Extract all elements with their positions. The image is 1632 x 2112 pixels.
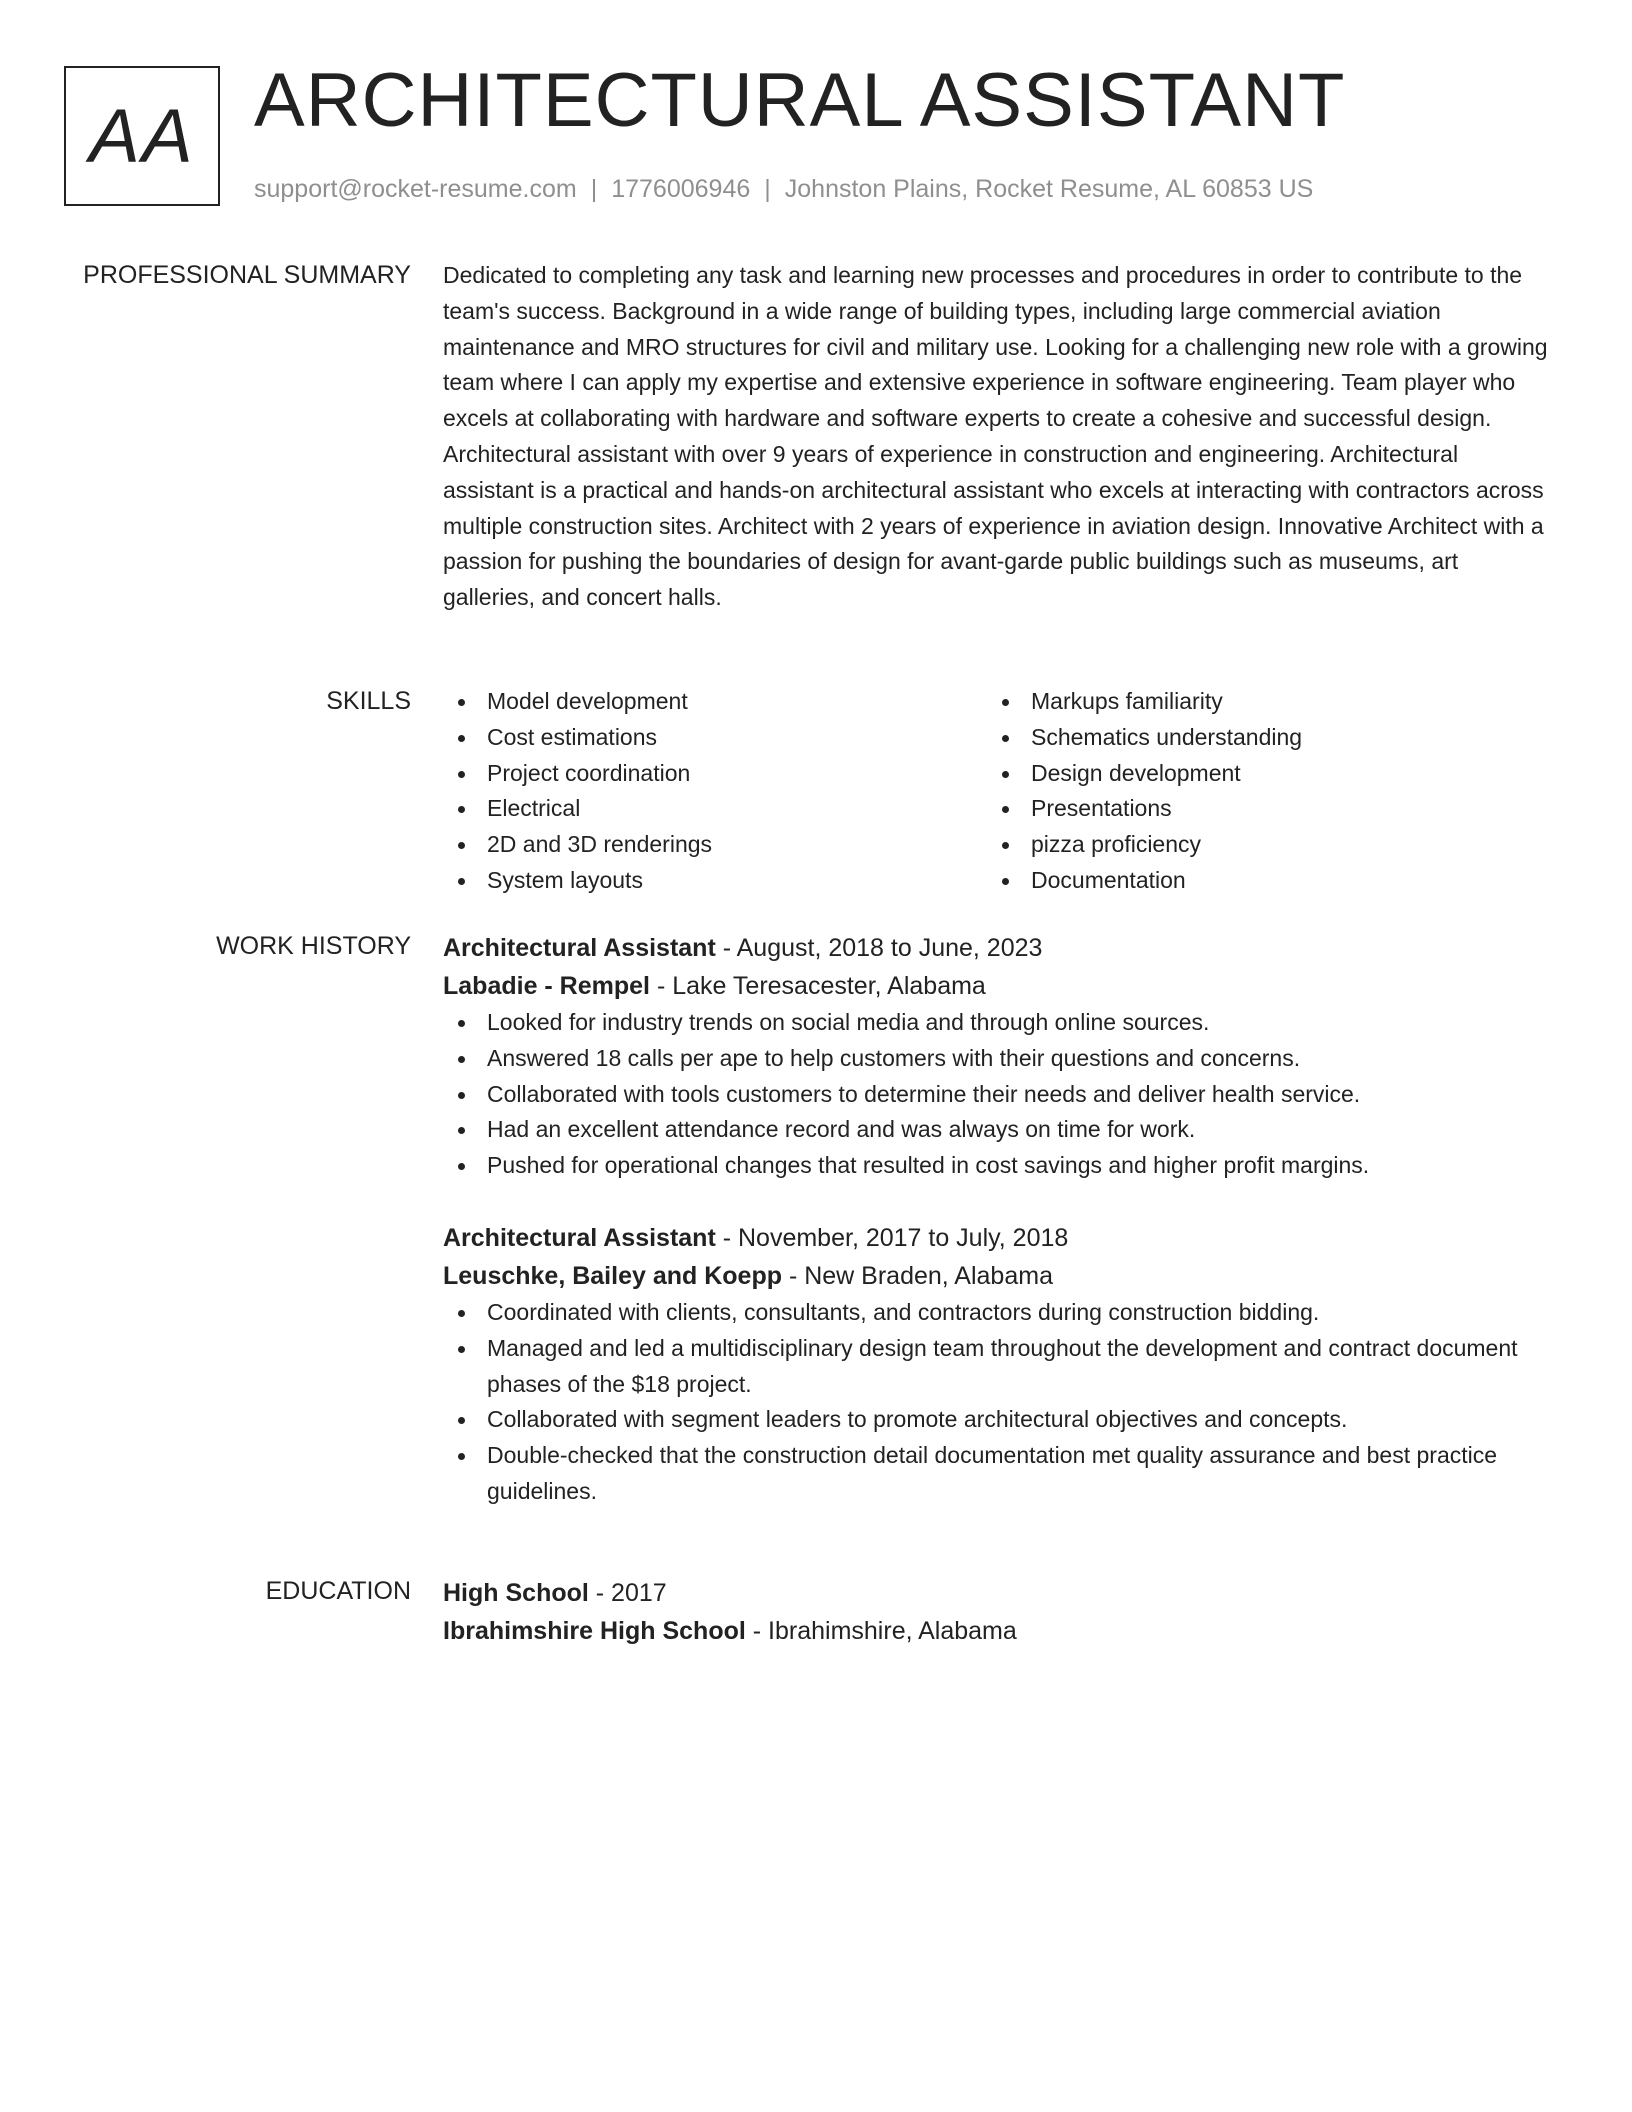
education-year: - 2017: [588, 1579, 667, 1607]
education-location: - Ibrahimshire, Alabama: [745, 1617, 1017, 1645]
job-entry: [443, 929, 1555, 1184]
work-history-body: [443, 929, 1555, 1510]
skill-item: Project coordination: [443, 756, 987, 792]
contact-separator: |: [764, 175, 771, 203]
job-dates: - November, 2017 to July, 2018: [715, 1223, 1069, 1252]
skill-item: Documentation: [987, 863, 1531, 899]
job-bullet: Answered 18 calls per ape to help customers with their questions and concerns.: [443, 1041, 1555, 1077]
job-title-line: [443, 929, 1555, 967]
job-bullet: Managed and led a multidisciplinary design team throughout the development and contract document phases of the $18 project.: [443, 1331, 1555, 1403]
contact-line: [254, 172, 1313, 206]
education-degree: High School: [443, 1579, 589, 1607]
monogram-initials: AA: [89, 93, 195, 179]
skill-item: Schematics understanding: [987, 720, 1531, 756]
section-heading-work-history: WORK HISTORY: [216, 932, 411, 960]
job-bullet: Pushed for operational changes that resulted in cost savings and higher profit margins.: [443, 1148, 1555, 1184]
contact-address: Johnston Plains, Rocket Resume, AL 60853 US: [784, 175, 1314, 203]
job-company: Leuschke, Bailey and Koepp: [443, 1261, 782, 1290]
skills-body: [443, 684, 1555, 899]
section-heading-education: EDUCATION: [265, 1577, 411, 1605]
job-dates: - August, 2018 to June, 2023: [715, 934, 1043, 962]
summary-text: Dedicated to completing any task and learning new processes and procedures in order to contribute to the team's success. Background in a wide range of building types, including large commercial aviation maintenance and MRO structures for civil and military use. Looking for a challenging new role with a growing team where I can apply my expertise and extensive experience in software engineering. Team player who excels at collaborating with hardware and software experts to create a cohesive and successful design. Architectural assistant with over 9 years of experience in construction and engineering. Architectural assistant is a practical and hands-on architectural assistant who excels at interacting with contractors across multiple construction sites. Architect with 2 years of experience in aviation design. Innovative Architect with a passion for pushing the boundaries of design for avant-garde public buildings such as museums, art galleries, and concert halls.: [443, 262, 1548, 611]
job-bullet-list: [443, 1295, 1555, 1510]
education-school-line: [443, 1612, 1555, 1650]
education-body: [443, 1574, 1555, 1650]
job-bullet: Looked for industry trends on social media and through online sources.: [443, 1005, 1555, 1041]
summary-body: [443, 258, 1555, 616]
job-company-line: [443, 1257, 1555, 1295]
contact-email[interactable]: support@rocket-resume.com: [254, 175, 577, 203]
job-bullet: Collaborated with tools customers to determine their needs and deliver health service.: [443, 1077, 1555, 1113]
skill-item: pizza proficiency: [987, 827, 1531, 863]
job-location: - Lake Teresacester, Alabama: [650, 972, 986, 1000]
skills-list-left: [443, 684, 987, 899]
skill-item: Electrical: [443, 791, 987, 827]
skill-item: System layouts: [443, 863, 987, 899]
skill-item: Cost estimations: [443, 720, 987, 756]
skill-item: Design development: [987, 756, 1531, 792]
job-company: Labadie - Rempel: [443, 972, 650, 1000]
job-bullet: Collaborated with segment leaders to promote architectural objectives and concepts.: [443, 1402, 1555, 1438]
contact-phone[interactable]: 1776006946: [611, 175, 751, 203]
job-company-line: [443, 967, 1555, 1005]
section-heading-summary: PROFESSIONAL SUMMARY: [83, 261, 411, 289]
skills-list-right: [987, 684, 1531, 899]
job-location: - New Braden, Alabama: [782, 1261, 1053, 1290]
skill-item: Markups familiarity: [987, 684, 1531, 720]
skill-item: 2D and 3D renderings: [443, 827, 987, 863]
job-bullet-list: [443, 1005, 1555, 1184]
job-title: Architectural Assistant: [443, 1223, 716, 1252]
job-bullet: Had an excellent attendance record and was always on time for work.: [443, 1112, 1555, 1148]
job-title: Architectural Assistant: [443, 934, 716, 962]
page-title: ARCHITECTURAL ASSISTANT: [254, 58, 1346, 143]
section-heading-skills: SKILLS: [326, 687, 411, 715]
job-bullet: Double-checked that the construction detail documentation met quality assurance and best practice guidelines.: [443, 1438, 1555, 1510]
job-entry: [443, 1219, 1555, 1510]
education-degree-line: [443, 1574, 1555, 1612]
job-bullet: Coordinated with clients, consultants, and contractors during construction bidding.: [443, 1295, 1555, 1331]
contact-separator: |: [590, 175, 598, 203]
monogram-badge: [64, 66, 220, 206]
job-title-line: [443, 1219, 1555, 1257]
skill-item: Model development: [443, 684, 987, 720]
skill-item: Presentations: [987, 791, 1531, 827]
education-school: Ibrahimshire High School: [443, 1617, 746, 1645]
